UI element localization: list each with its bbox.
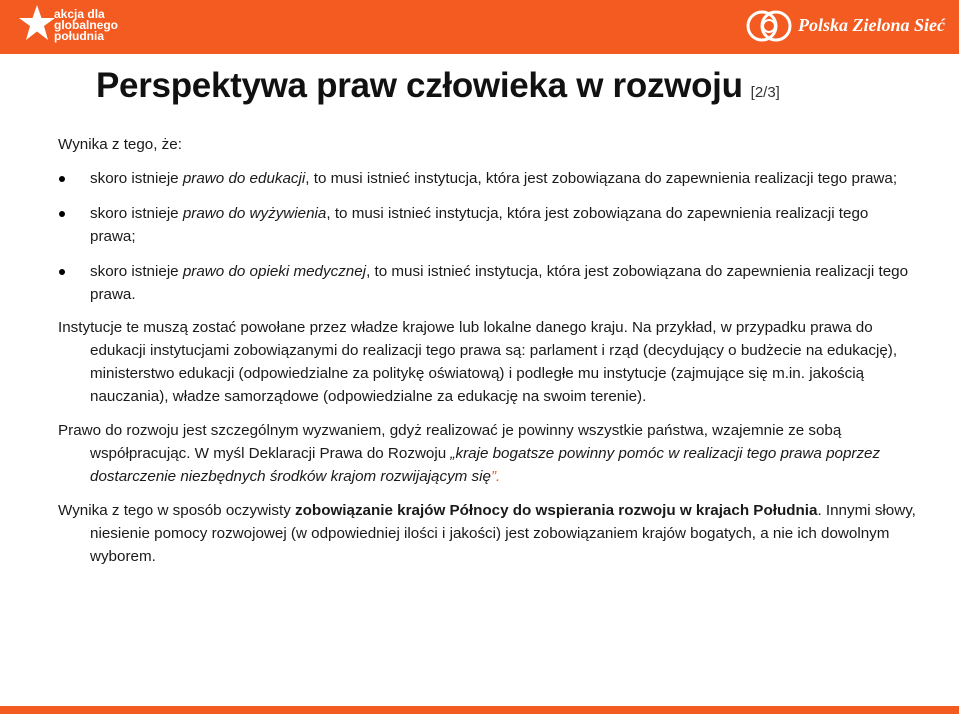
star-icon <box>18 3 56 47</box>
conclusion-post: . Innymi słowy, niesienie pomocy rozwojowej (w odpowiedniej ilości i jakości) jest zobowiązaniem krajów bogatych, a nie ich dowolnym wyborem. <box>90 502 916 565</box>
footer-bar <box>0 706 959 714</box>
bullet-3-pre: skoro istnieje <box>90 263 183 280</box>
intro-text: Wynika z tego, że: <box>58 136 182 153</box>
bullet-2-emphasis: prawo do wyżywienia <box>182 205 327 222</box>
conclusion-paragraph <box>58 499 918 568</box>
slide-title-text: Perspektywa praw człowieka w rozwoju <box>96 66 743 105</box>
bullet-3-emphasis: prawo do opieki medycznej <box>182 263 367 280</box>
development-quote: kraje bogatsze powinny pomóc w realizacji tego prawa poprzez dostarczenie niezbędnych środków krajom rozwijającym się <box>90 445 881 485</box>
development-quote-close: ”. <box>490 468 501 485</box>
bullet-item-2 <box>58 202 918 248</box>
logo-akcja-globalnego-poludnia <box>18 3 148 49</box>
bullet-dot-icon <box>59 211 65 217</box>
header-bar <box>0 0 959 54</box>
slide-page-indicator: [2/3] <box>750 84 780 101</box>
rings-icon <box>744 4 794 48</box>
development-pre: Prawo do rozwoju jest szczególnym wyzwaniem, gdyż realizować je powinny wszystkie państwa, wzajemnie ze sobą współpracując. W myśl Deklaracji Prawa do Rozwoju <box>58 422 842 462</box>
bullet-item-3 <box>58 260 918 306</box>
slide-body <box>58 133 918 568</box>
development-paragraph <box>58 419 918 488</box>
bullet-1-emphasis: prawo do edukacji <box>182 170 306 187</box>
bullet-1-pre: skoro istnieje <box>90 170 183 187</box>
conclusion-pre: Wynika z tego w sposób oczywisty <box>58 502 296 519</box>
logo-left-line-2: globalnego <box>54 18 118 32</box>
bullet-2-pre: skoro istnieje <box>90 205 183 222</box>
logo-left-line-3: południa <box>54 29 104 43</box>
slide-title <box>96 66 780 106</box>
bullet-3-post: , to musi istnieć instytucja, która jest zobowiązana do zapewnienia realizacji tego prawa. <box>90 263 909 303</box>
logo-polska-zielona-siec <box>744 4 949 48</box>
development-quote-open: „ <box>450 445 456 462</box>
institutions-paragraph: Instytucje te muszą zostać powołane przez władze krajowe lub lokalne danego kraju. Na przykład, w przypadku prawa do edukacji instytucjami zobowiązanymi do realizacji tego prawa są: parlament i rząd (decydujący o budżecie na edukację), ministerstwo edukacji (odpowiedzialne za politykę oświatową) i podległe mu instytucje (zajmujące się m.in. jakością nauczania), władze samorządowe (odpowiedzialne za edukację na swoim terenie). <box>58 319 898 405</box>
bullet-2-post: , to musi istnieć instytucja, która jest zobowiązana do zapewnienia realizacji tego prawa; <box>90 205 869 245</box>
bullet-list <box>58 167 918 306</box>
conclusion-bold: zobowiązanie krajów Północy do wspierania rozwoju w krajach Południa <box>295 502 818 519</box>
logo-right-text: Polska Zielona Sieć <box>798 15 945 35</box>
logo-left-line-1: akcja dla <box>54 7 105 21</box>
bullet-dot-icon <box>59 176 65 182</box>
bullet-dot-icon <box>59 269 65 275</box>
bullet-1-post: , to musi istnieć instytucja, która jest zobowiązana do zapewnienia realizacji tego prawa; <box>305 170 898 187</box>
bullet-item-1 <box>58 167 918 190</box>
